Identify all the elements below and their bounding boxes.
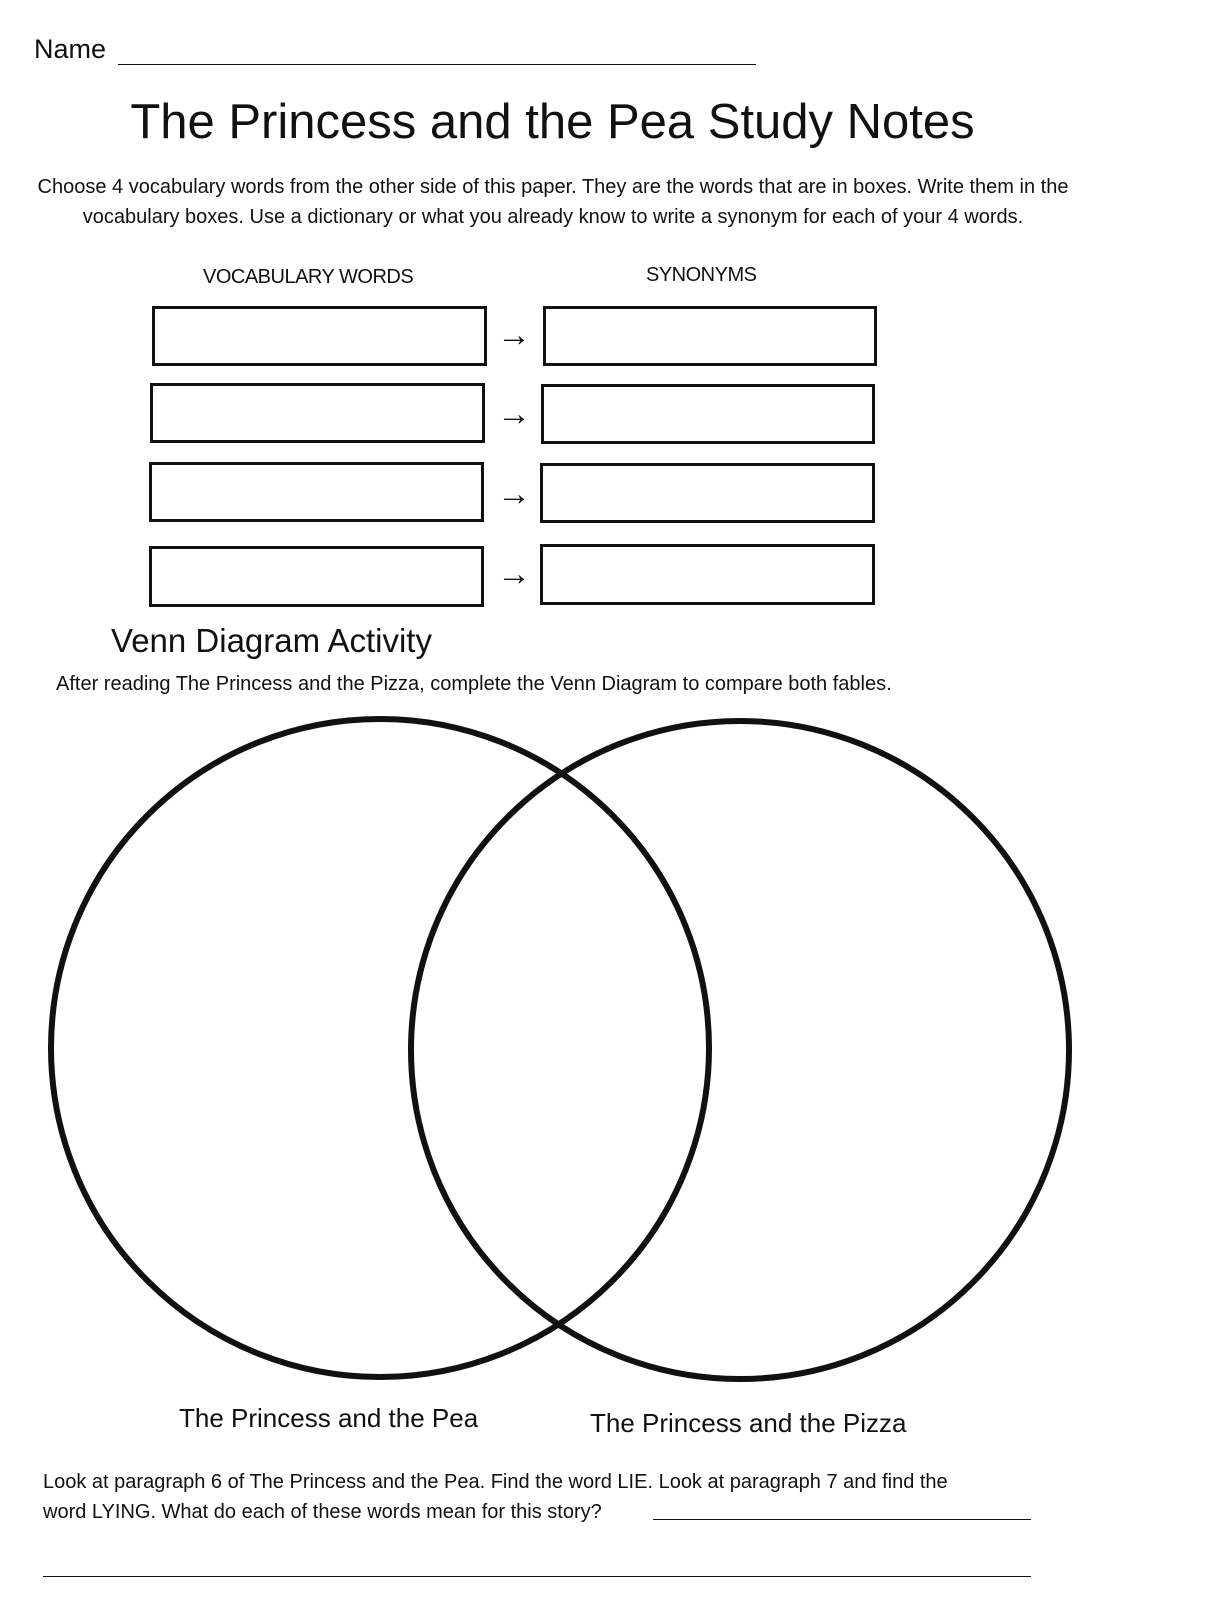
vocabulary-words-heading: VOCABULARY WORDS (203, 266, 414, 288)
venn-right-circle[interactable] (411, 721, 1069, 1379)
vocabulary-word-box-3[interactable] (149, 462, 484, 522)
arrow-right-icon: → (497, 555, 531, 593)
venn-instructions: After reading The Princess and the Pizza, complete the Venn Diagram to compare both fables. (56, 673, 892, 695)
venn-diagram (0, 700, 1225, 1390)
synonym-box-2[interactable] (541, 384, 875, 444)
vocabulary-word-box-1[interactable] (152, 306, 487, 366)
page-title: The Princess and the Pea Study Notes (130, 95, 975, 149)
arrow-right-icon: → (497, 316, 531, 354)
question-line-2: word LYING. What do each of these words mean for this story? (43, 1501, 602, 1523)
answer-line-1[interactable] (653, 1519, 1031, 1520)
arrow-right-icon: → (497, 395, 531, 433)
synonym-box-1[interactable] (543, 306, 877, 366)
name-input-line[interactable] (118, 64, 756, 65)
venn-left-label: The Princess and the Pea (179, 1403, 479, 1433)
venn-right-label: The Princess and the Pizza (590, 1408, 907, 1438)
question-text (43, 1467, 1043, 1527)
question-line-1: Look at paragraph 6 of The Princess and the Pea. Find the word LIE. Look at paragraph 7 and find the (43, 1471, 948, 1493)
arrow-right-icon: → (497, 475, 531, 513)
answer-line-2[interactable] (43, 1576, 1031, 1577)
synonym-box-4[interactable] (540, 544, 875, 605)
vocabulary-word-box-4[interactable] (149, 546, 484, 607)
vocabulary-instructions: Choose 4 vocabulary words from the other side of this paper. They are the words that are in boxes. Write them in the vocabulary boxes. Use a dictionary or what you already know to write a synonym for each of your 4 words. (37, 176, 1069, 228)
vocabulary-word-box-2[interactable] (150, 383, 485, 443)
venn-left-circle[interactable] (51, 719, 709, 1377)
venn-section-title: Venn Diagram Activity (111, 622, 432, 659)
name-label: Name (34, 34, 107, 64)
synonym-box-3[interactable] (540, 463, 875, 523)
synonyms-heading: SYNONYMS (646, 264, 757, 286)
